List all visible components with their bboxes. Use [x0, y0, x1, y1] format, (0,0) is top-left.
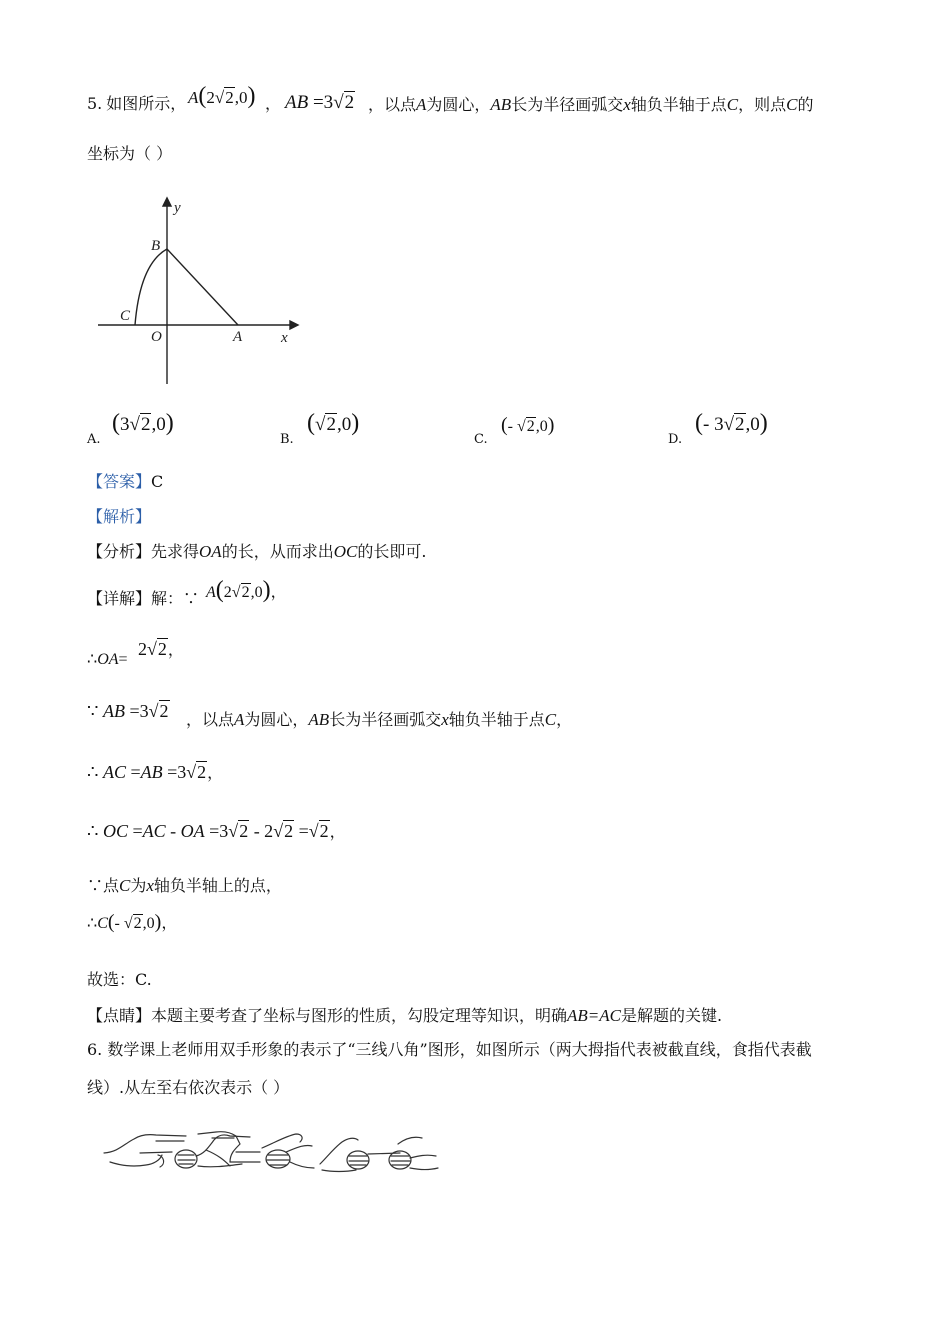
- option-d-value: (- 3√2,0): [695, 410, 768, 436]
- q5-ab-eq: AB =3√2: [285, 92, 355, 113]
- fenxi-line: 【分析】先求得OA的长，从而求出OC的长即可.: [87, 542, 427, 561]
- q5-stem-line1: 5. 如图所示，: [87, 94, 187, 113]
- label-b: B: [151, 238, 161, 254]
- hands-pair-1-icon: [104, 1135, 250, 1168]
- step-c-neg: ∵点C为x轴负半轴上的点，: [87, 876, 282, 895]
- q5-comma1: ，: [265, 94, 282, 113]
- label-y: y: [174, 200, 181, 216]
- option-b[interactable]: B.: [280, 432, 294, 447]
- detail-point-a: A(2√2,0)，: [206, 577, 287, 603]
- y-arrow-icon: [163, 198, 171, 206]
- option-a[interactable]: A.: [87, 432, 101, 447]
- x-arrow-icon: [290, 321, 298, 329]
- label-c: C: [120, 308, 131, 324]
- choose-line: 故选：C.: [87, 970, 152, 989]
- analysis-tag: 【解析】: [87, 507, 152, 526]
- step-oa: ∴OA=: [87, 651, 128, 668]
- hands-pair-3-icon: [320, 1137, 438, 1171]
- label-a: A: [233, 329, 243, 345]
- arc-bc: [135, 249, 167, 325]
- hands-pair-2-icon: [198, 1132, 314, 1168]
- q5-figure: [90, 192, 305, 388]
- detail-tag: 【详解】解：∵: [87, 589, 200, 608]
- q5-stem-rest: ，以点A为圆心，AB长为半径画弧交x轴负半轴于点C，则点C的: [368, 95, 814, 114]
- step-c: ∴C(- √2,0)，: [87, 911, 178, 933]
- segment-ab: [167, 249, 238, 325]
- q6-hands-figure: [100, 1122, 440, 1182]
- step-oc: ∴ OC =AC - OA =3√2 - 2√2 =√2，: [87, 821, 346, 841]
- step-ac: ∴ AC =AB =3√2，: [87, 762, 224, 782]
- step-ab: ∵ AB =3√2: [87, 701, 169, 721]
- option-d[interactable]: D.: [668, 432, 683, 447]
- q6-line1: 6. 数学课上老师用双手形象的表示了“三线八角”图形，如图所示（两大拇指代表被截直线，食指代表截: [87, 1040, 812, 1059]
- option-b-value: (√2,0): [307, 410, 360, 436]
- label-x: x: [281, 330, 288, 346]
- option-c[interactable]: C.: [474, 432, 488, 447]
- dianjing-line: 【点睛】本题主要考查了坐标与图形的性质，勾股定理等知识，明确AB=AC是解题的关键.: [87, 1006, 723, 1025]
- q6-line2: 线）.从左至右依次表示（ ）: [87, 1078, 290, 1097]
- step-oa-value: 2√2，: [138, 639, 184, 659]
- step-ab-text: ，以点A为圆心，AB长为半径画弧交x轴负半轴于点C，: [186, 710, 573, 729]
- q5-options: [87, 410, 887, 450]
- option-a-value: (3√2,0): [112, 410, 174, 436]
- label-o: O: [151, 329, 162, 345]
- q5-point-a: A(2√2,0): [188, 83, 256, 109]
- option-c-value: (- √2,0): [501, 414, 555, 436]
- q5-stem-line2: 坐标为（ ）: [87, 144, 173, 163]
- answer-line: 【答案】C: [87, 472, 164, 491]
